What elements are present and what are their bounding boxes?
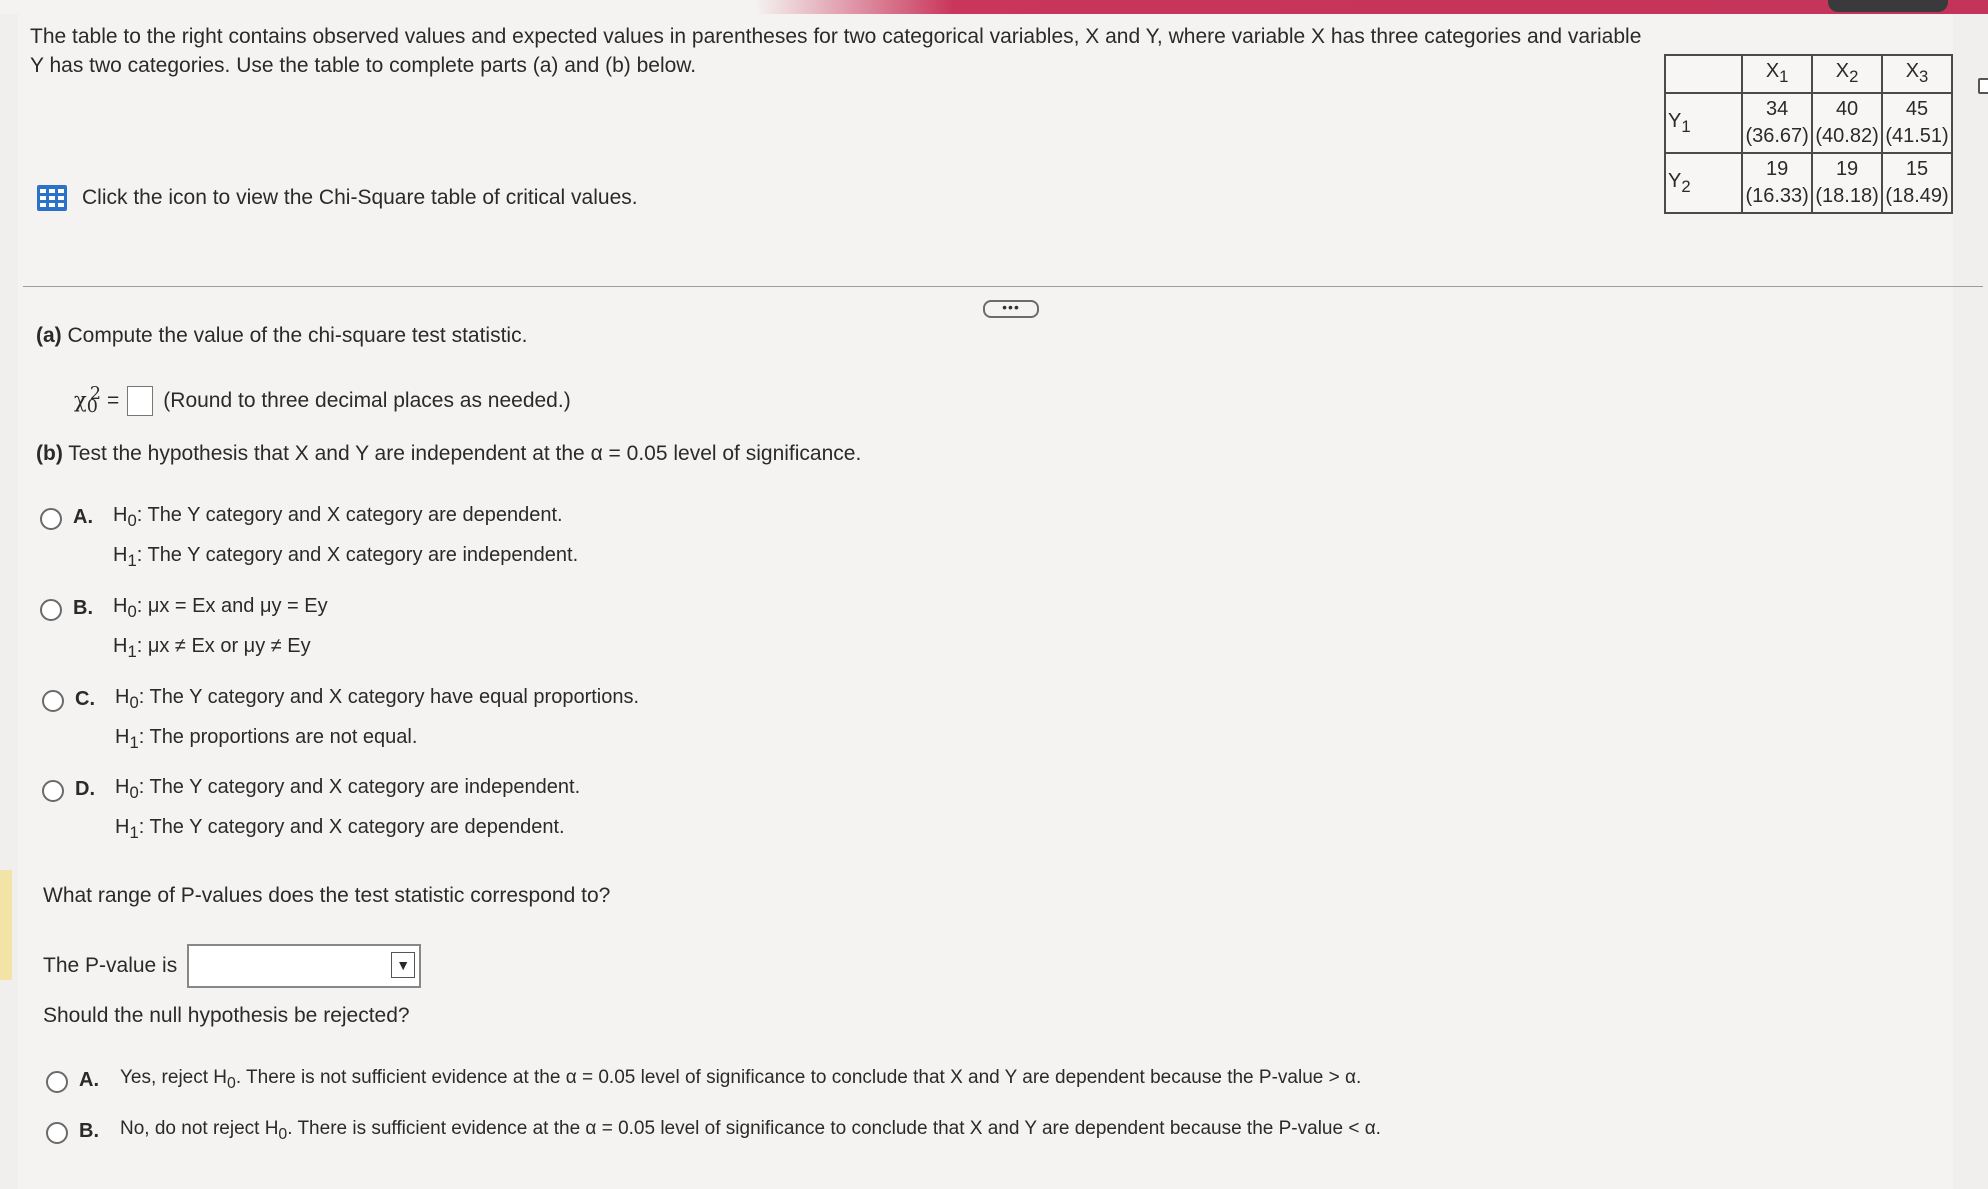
part-b-text: Test the hypothesis that X and Y are independent at the α = 0.05 level of significance. bbox=[68, 442, 862, 465]
reject-option-a-prefix: Yes, reject H bbox=[120, 1067, 228, 1088]
section-divider bbox=[23, 286, 1983, 287]
part-a-label: (a) bbox=[36, 324, 62, 347]
hypothesis-option-b-radio[interactable] bbox=[40, 599, 62, 621]
reject-option-b-suffix: . There is sufficient evidence at the α = 0.05 level of significance to conclude that X and Y are dependent because the P-value < α. bbox=[287, 1118, 1381, 1139]
hypothesis-option-a[interactable]: $H_0$: The Y category and X category are dependent. $H_1$: The Y category and X category are independent. bbox=[113, 504, 579, 570]
left-highlight-strip bbox=[0, 870, 12, 980]
expand-more-button[interactable]: ••• bbox=[983, 300, 1039, 318]
option-b-h1: : μx ≠ Ex or μy ≠ Ey bbox=[136, 635, 311, 657]
reject-option-b-radio[interactable] bbox=[46, 1122, 68, 1144]
reject-option-b-letter: B. bbox=[79, 1120, 99, 1142]
pvalue-row bbox=[43, 944, 421, 988]
popout-icon[interactable] bbox=[1978, 78, 1988, 94]
reject-option-a[interactable]: Yes, reject $H_0$. There is not sufficient evidence at the α = 0.05 level of significance to conclude that X and Y are dependent because the P-value > α. bbox=[120, 1067, 1362, 1092]
table-row bbox=[1665, 93, 1952, 153]
chi-square-input[interactable] bbox=[127, 386, 153, 416]
pvalue-dropdown[interactable] bbox=[187, 944, 421, 988]
hypothesis-option-a-letter: A. bbox=[73, 506, 93, 528]
hypothesis-option-d-radio[interactable] bbox=[42, 780, 64, 802]
chi-square-table-link[interactable] bbox=[36, 184, 638, 212]
hypothesis-option-d-letter: D. bbox=[75, 778, 95, 800]
table-cell: 40 (40.82) bbox=[1812, 93, 1882, 153]
col-header-x1: $X_1$ bbox=[1742, 55, 1812, 93]
option-a-h1: : The Y category and X category are independent. bbox=[136, 544, 579, 566]
pvalue-label: The P-value is bbox=[43, 954, 178, 977]
table-header-row bbox=[1665, 55, 1952, 93]
hypothesis-option-d[interactable]: $H_0$: The Y category and X category are independent. $H_1$: The Y category and X category are dependent. bbox=[115, 776, 581, 842]
part-b-label: (b) bbox=[36, 442, 63, 465]
table-cell: 19 (16.33) bbox=[1742, 153, 1812, 213]
option-d-h1: : The Y category and X category are dependent. bbox=[138, 816, 565, 838]
window-handle bbox=[1828, 0, 1948, 12]
hypothesis-option-c[interactable]: $H_0$: The Y category and X category have equal proportions. $H_1$: The proportions are not equal. bbox=[115, 686, 640, 752]
hypothesis-option-c-letter: C. bbox=[75, 688, 95, 710]
reject-question: Should the null hypothesis be rejected? bbox=[43, 1004, 410, 1027]
dropdown-arrow-icon[interactable]: ▼ bbox=[391, 952, 415, 978]
hypothesis-option-a-radio[interactable] bbox=[40, 508, 62, 530]
chi-square-link-text[interactable]: Click the icon to view the Chi-Square table of critical values. bbox=[82, 186, 638, 209]
chi-square-answer-line bbox=[74, 384, 571, 417]
problem-intro: The table to the right contains observed values and expected values in parentheses for two categorical variables, X and Y, where variable X has three categories and variable Y has two categories. Use the table to complete parts (a) and (b) below. bbox=[30, 25, 1642, 77]
option-b-h0: : μx = Ex and μy = Ey bbox=[136, 595, 328, 617]
table-corner-cell bbox=[1665, 55, 1742, 93]
reject-option-b-prefix: No, do not reject H bbox=[120, 1118, 279, 1139]
option-a-h0: : The Y category and X category are dependent. bbox=[136, 504, 563, 526]
question-page bbox=[18, 14, 1953, 1189]
option-c-h0: : The Y category and X category have equal proportions. bbox=[138, 686, 640, 708]
pvalue-question: What range of P-values does the test statistic correspond to? bbox=[43, 884, 611, 907]
reject-option-a-radio[interactable] bbox=[46, 1071, 68, 1093]
part-a-heading bbox=[36, 324, 527, 348]
row-header-y1: $Y_1$ bbox=[1665, 93, 1742, 153]
option-d-h0: : The Y category and X category are independent. bbox=[138, 776, 581, 798]
table-cell: 45 (41.51) bbox=[1882, 93, 1952, 153]
table-row bbox=[1665, 153, 1952, 213]
table-cell: 19 (18.18) bbox=[1812, 153, 1882, 213]
row-header-y2: $Y_2$ bbox=[1665, 153, 1742, 213]
equals-sign: = bbox=[107, 388, 120, 412]
reject-option-a-suffix: . There is not sufficient evidence at the α = 0.05 level of significance to conclude that X and Y are dependent because the P-value > α. bbox=[235, 1067, 1362, 1088]
reject-option-b[interactable]: No, do not reject $H_0$. There is sufficient evidence at the α = 0.05 level of significance to conclude that X and Y are dependent because the P-value < α. bbox=[120, 1118, 1381, 1143]
hypothesis-option-b[interactable]: $H_0$: μx = Ex and μy = Ey $H_1$: μx ≠ Ex or μy ≠ Ey bbox=[113, 595, 328, 661]
table-cell: 34 (36.67) bbox=[1742, 93, 1812, 153]
reject-option-a-letter: A. bbox=[79, 1069, 99, 1091]
table-cell: 15 (18.49) bbox=[1882, 153, 1952, 213]
part-b-heading bbox=[36, 442, 861, 466]
table-grid-icon[interactable] bbox=[36, 184, 68, 212]
rounding-hint: (Round to three decimal places as needed.) bbox=[163, 388, 571, 412]
part-a-text: Compute the value of the chi-square test statistic. bbox=[67, 324, 528, 347]
hypothesis-option-c-radio[interactable] bbox=[42, 690, 64, 712]
observed-expected-table bbox=[1664, 54, 1953, 214]
col-header-x2: $X_2$ bbox=[1812, 55, 1882, 93]
top-accent-bar bbox=[0, 0, 1988, 14]
chi-square-symbol: $\chi_0^2$ bbox=[74, 384, 102, 418]
option-c-h1: : The proportions are not equal. bbox=[138, 726, 418, 748]
hypothesis-option-b-letter: B. bbox=[73, 597, 93, 619]
col-header-x3: $X_3$ bbox=[1882, 55, 1952, 93]
